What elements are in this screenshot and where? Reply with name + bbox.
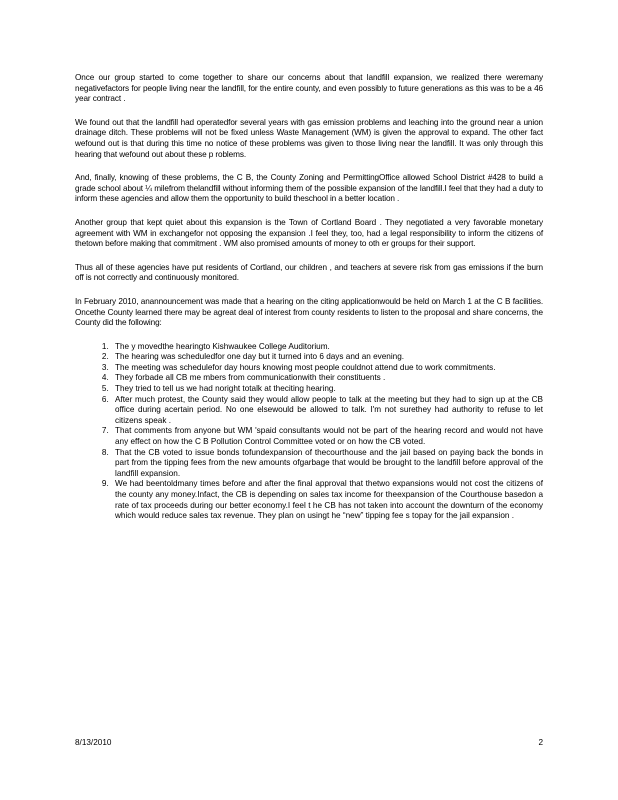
list-item: 3. The meeting was schedulefor day hours knowing most people couldnot attend due to work commitments. <box>111 363 543 374</box>
list-item: 8. That the CB voted to issue bonds tofundexpansion of thecourthouse and the jail based on paying back the bonds in part from the tipping fees from the new amounts ofgarbage that would be brought to the landfill before approval of the landfill expansion. <box>111 448 543 480</box>
paragraph-gas-emission: We found out that the landfill had operatedfor several years with gas emission problems and leaching into the ground near a union drainage ditch. These problems will not be fixed unless Waste Management (WM) is given the approval to expand. The other fact wefound out is that during this time no notice of these problems was given to those living near the landfill. It was only through this hearing that wefound out about these p roblems. <box>75 117 543 159</box>
list-item: 7. That comments from anyone but WM 'spaid consultants would not be part of the hearing record and would not have any effect on how the C B Pollution Control Committee voted or on how the CB voted. <box>111 426 543 447</box>
list-item: 5. They tried to tell us we had noright totalk at theciting hearing. <box>111 384 543 395</box>
paragraph-school-district: And, finally, knowing of these problems, the C B, the County Zoning and PermittingOffice allowed School District #428 to build a grade school about ¼ milefrom thelandfill without informing them of the possible expansion of the landfill.I feel that they had a duty to inform these agencies and allow them the opportunity to build theschool in a better location . <box>75 173 543 204</box>
document-body <box>75 73 543 522</box>
list-item: 2. The hearing was scheduledfor one day but it turned into 6 days and an evening. <box>111 352 543 363</box>
paragraph-intro: Once our group started to come together to share our concerns about that landfill expansion, we realized there weremany negativefactors for people living near the landfill, for the entire county, and even possibly to future generations as this was to be a 46 year contract . <box>75 73 543 104</box>
paragraph-hearing-announcement: In February 2010, anannouncement was made that a hearing on the citing applicationwould be held on March 1 at the C B facilities. Oncethe County learned there may be agreat deal of interest from county residents to listen to the proposal and share concerns, the County did the following: <box>75 296 543 328</box>
list-item: 4. They forbade all CB me mbers from communicationwith their constituents . <box>111 373 543 384</box>
county-actions-list <box>75 342 543 522</box>
paragraph-risk: Thus all of these agencies have put residents of Cortland, our children , and teachers at severe risk from gas emissions if the burn off is not correctly and continuously monitored. <box>75 262 543 283</box>
paragraph-cortland-board: Another group that kept quiet about this expansion is the Town of Cortland Board . They negotiated a very favorable monetary agreement with WM in exchangefor not opposing the expansion .I feel they, too, had a legal responsibility to inform the citizens of thetown before making that commitment . WM also promised amounts of money to oth er groups for their support. <box>75 217 543 249</box>
list-item: 9. We had beentoldmany times before and after the final approval that thetwo expansions would not cost the citizens of the county any money.Infact, the CB is depending on sales tax income for theexpansion of the Courthouse basedon a rate of tax proceeds during our better economy.I feel t he CB has not taken into account the downturn of the economy which would reduce sales tax revenue. They plan on usingt he “new” tipping fee s topay for the jail expansion . <box>111 479 543 521</box>
list-item: 1. The y movedthe hearingto Kishwaukee College Auditorium. <box>111 342 543 353</box>
list-item: 6. After much protest, the County said they would allow people to talk at the meeting but they had to sign up at the CB office during acertain period. No one elsewould be allowed to talk. I'm not surethey had authority to refuse to let citizens speak . <box>111 395 543 427</box>
footer-date: 8/13/2010 <box>75 738 112 747</box>
page-number: 2 <box>538 738 543 747</box>
